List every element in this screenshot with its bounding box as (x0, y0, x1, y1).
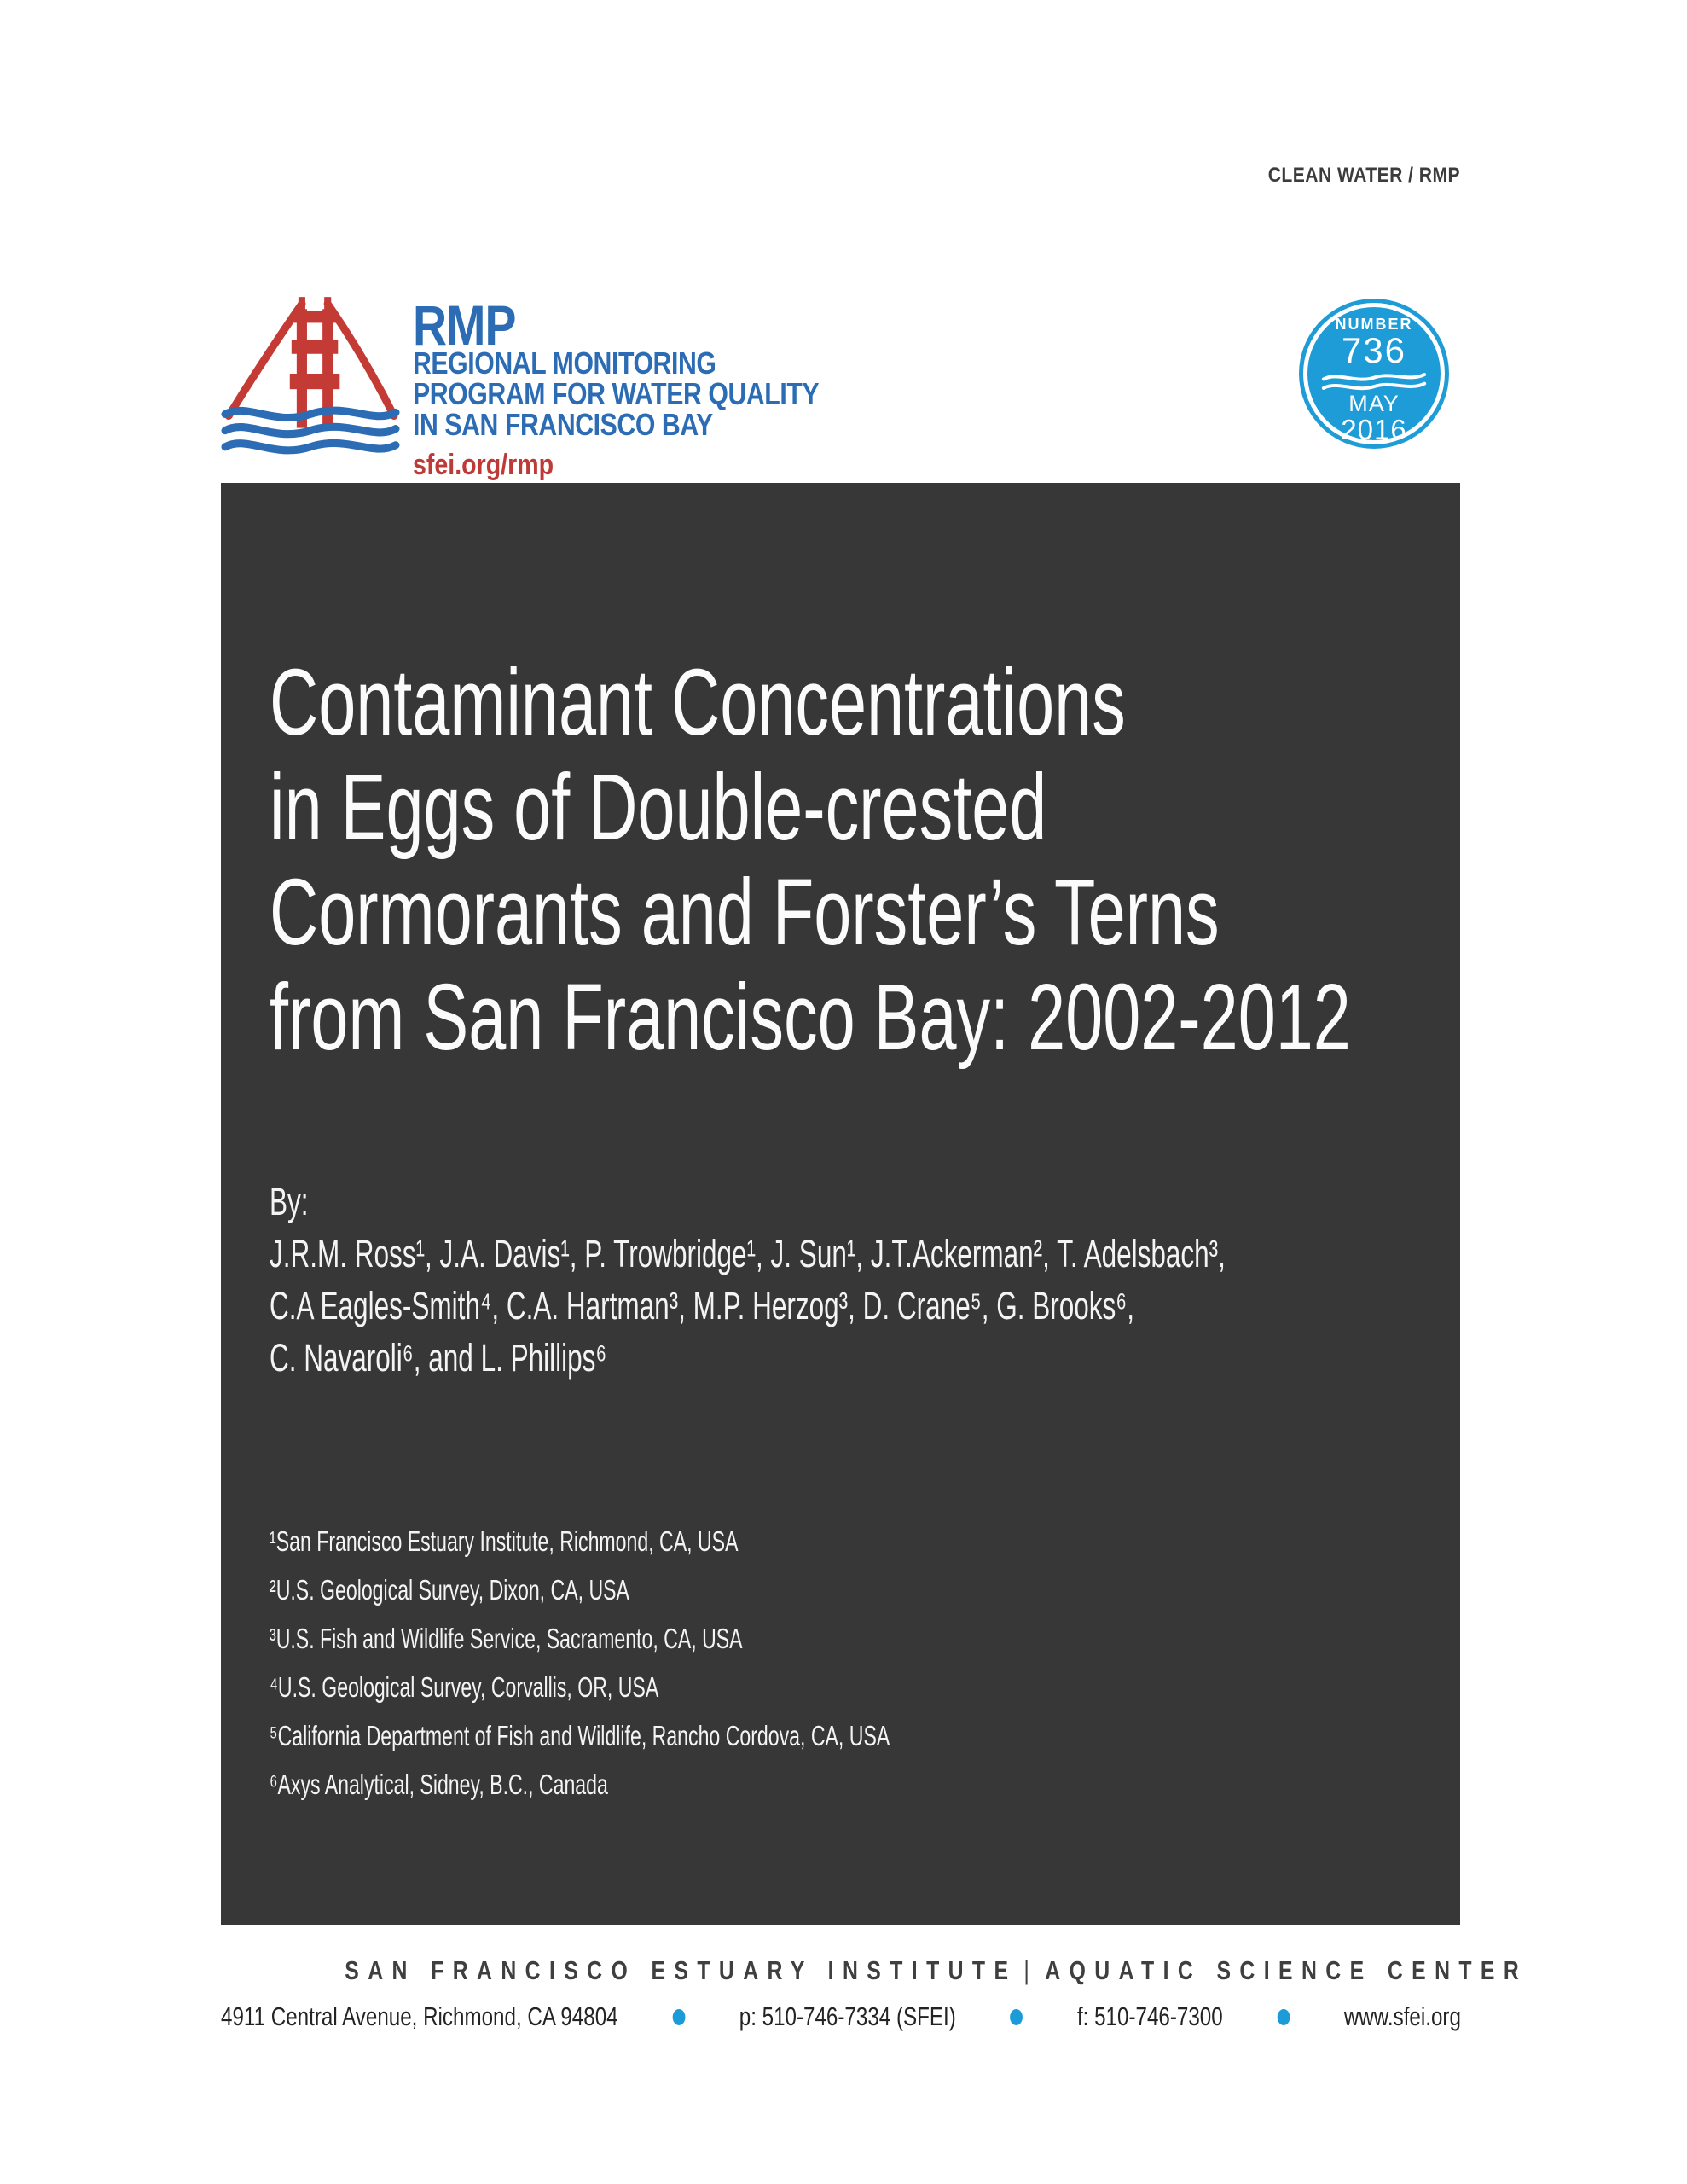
report-number-badge (1299, 299, 1449, 449)
footer-contact-line (221, 2001, 1461, 2032)
authors-line: J.R.M. Ross¹, J.A. Davis¹, P. Trowbridge¹, J. Sun¹, J.T.Ackerman², T. Adelsbach³, (270, 1232, 1226, 1275)
authors-line: C.A Eagles-Smith⁴, C.A. Hartman³, M.P. Herzog³, D. Crane⁵, G. Brooks⁶, (270, 1284, 1135, 1327)
affiliation-line: ¹San Francisco Estuary Institute, Richmond, CA, USA (270, 1525, 739, 1557)
footer-fax: f: 510-746-7300 (1076, 2001, 1223, 2031)
logo-text-block (413, 288, 819, 479)
logo-url-link[interactable]: sfei.org/rmp (413, 449, 554, 481)
affiliation-line: ⁴U.S. Geological Survey, Corvallis, OR, USA (270, 1671, 659, 1703)
badge-month: MAY (1348, 391, 1400, 416)
footer-institute-line (345, 1955, 1528, 1986)
category-tagline: CLEAN WATER / RMP (1267, 164, 1460, 187)
footer-website-link[interactable]: www.sfei.org (1343, 2001, 1461, 2031)
affiliation-line: ²U.S. Geological Survey, Dixon, CA, USA (270, 1574, 629, 1606)
badge-year: 2016 (1341, 414, 1407, 445)
logo-name-line: IN SAN FRANCISCO BAY (413, 407, 713, 442)
report-title-line: from San Francisco Bay: 2002-2012 (270, 965, 1351, 1070)
bullet-icon (1277, 2009, 1290, 2025)
footer-separator: | (1023, 1955, 1039, 1985)
footer-institute-name: SAN FRANCISCO ESTUARY INSTITUTE (345, 1955, 1017, 1985)
authors-block (270, 1176, 1226, 1384)
footer-phone: p: 510-746-7334 (SFEI) (739, 2001, 956, 2031)
affiliation-line: ³U.S. Fish and Wildlife Service, Sacramento, CA, USA (270, 1623, 743, 1654)
affiliation-line: ⁶Axys Analytical, Sidney, B.C., Canada (270, 1769, 608, 1800)
badge-content (1299, 299, 1449, 444)
footer-center-name: AQUATIC SCIENCE CENTER (1045, 1955, 1528, 1985)
rmp-logo (220, 288, 896, 479)
report-title-line: in Eggs of Double-crested (270, 755, 1047, 860)
logo-name-line: PROGRAM FOR WATER QUALITY (413, 376, 820, 411)
bullet-icon (672, 2009, 685, 2025)
title-panel (221, 483, 1460, 1925)
badge-number-label: NUMBER (1335, 316, 1413, 333)
logo-acronym: RMP (413, 293, 516, 357)
report-title (270, 650, 1351, 1070)
affiliation-line: ⁵California Department of Fish and Wildlife, Rancho Cordova, CA, USA (270, 1720, 890, 1751)
report-title-line: Contaminant Concentrations (270, 650, 1126, 755)
authors-line: C. Navaroli⁶, and L. Phillips⁶ (270, 1336, 607, 1380)
report-title-line: Cormorants and Forster’s Terns (270, 860, 1220, 965)
by-label: By: (270, 1180, 309, 1223)
logo-name-line: REGIONAL MONITORING (413, 346, 716, 380)
footer-address: 4911 Central Avenue, Richmond, CA 94804 (221, 2001, 618, 2031)
golden-gate-bridge-icon (220, 288, 401, 461)
badge-number: 736 (1341, 330, 1407, 370)
bullet-icon (1010, 2009, 1023, 2025)
affiliations-block (270, 1517, 890, 1809)
